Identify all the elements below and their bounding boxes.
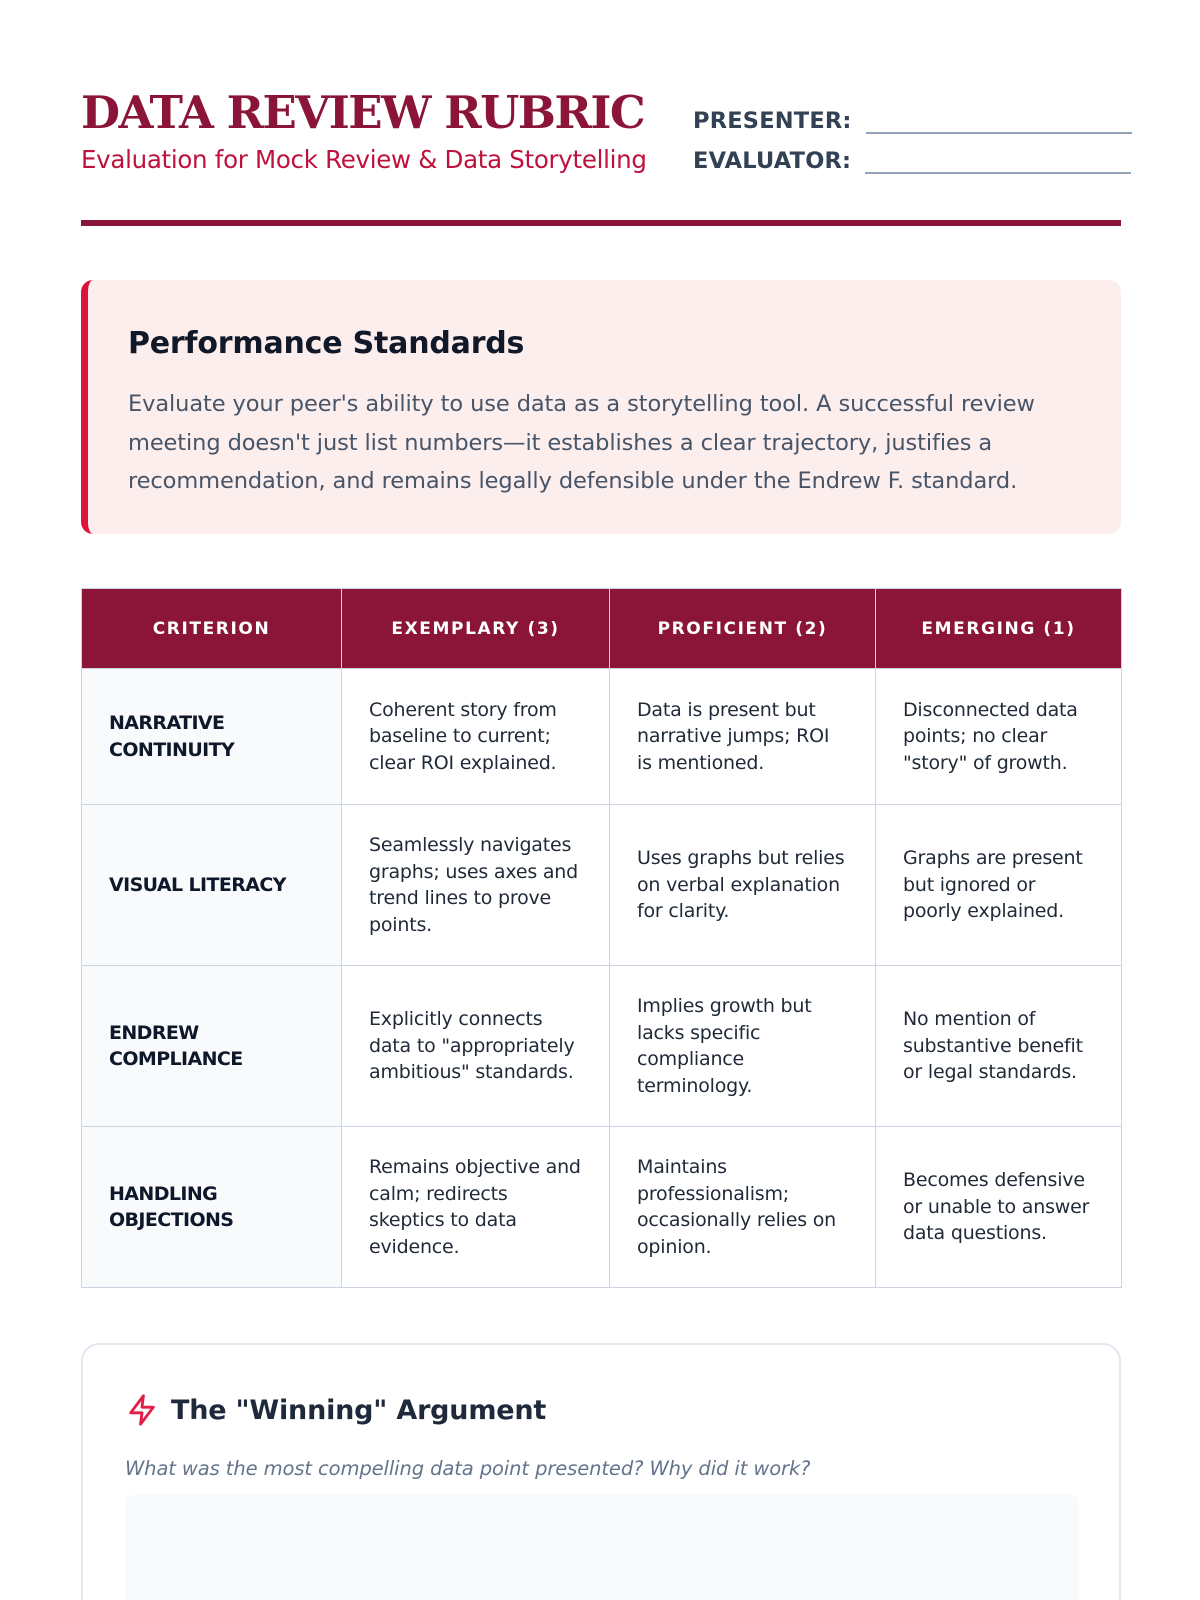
standards-heading: Performance Standards	[128, 326, 525, 361]
proficient-cell: Uses graphs but relies on verbal explanation for clarity.	[610, 805, 876, 966]
proficient-cell: Maintains professionalism; occasionally relies on opinion.	[610, 1127, 876, 1288]
header-divider	[81, 220, 1121, 226]
page-title: DATA REVIEW RUBRIC	[81, 86, 645, 139]
emerging-cell: Disconnected data points; no clear "story" of growth.	[876, 669, 1122, 805]
header-proficient: PROFICIENT (2)	[610, 589, 876, 669]
winning-argument-card	[81, 1343, 1121, 1600]
table-row	[82, 1127, 1122, 1288]
card-title: The "Winning" Argument	[171, 1394, 547, 1426]
presenter-field[interactable]	[866, 106, 1132, 134]
proficient-cell: Implies growth but lacks specific compliance terminology.	[610, 966, 876, 1127]
card-prompt: What was the most compelling data point presented? Why did it work?	[125, 1457, 811, 1480]
presenter-label: PRESENTER:	[693, 108, 852, 134]
emerging-cell: No mention of substantive benefit or legal standards.	[876, 966, 1122, 1127]
table-header-row	[82, 589, 1122, 669]
answer-field[interactable]	[125, 1495, 1079, 1600]
evaluator-row	[693, 146, 1131, 174]
evaluator-label: EVALUATOR:	[693, 148, 852, 174]
header-exemplary: EXEMPLARY (3)	[342, 589, 610, 669]
rubric-table	[81, 588, 1122, 1288]
criterion-cell: NARRATIVE CONTINUITY	[82, 669, 342, 805]
criterion-cell: ENDREW COMPLIANCE	[82, 966, 342, 1127]
evaluator-field[interactable]	[865, 146, 1131, 174]
standards-body: Evaluate your peer's ability to use data as a storytelling tool. A successful review meeting doesn't just list numbers—it establishes a clear trajectory, justifies a recommendation, and remains legally defensible under the Endrew F. standard.	[128, 391, 1035, 494]
performance-standards-panel	[81, 280, 1121, 534]
page-subtitle: Evaluation for Mock Review & Data Storytelling	[81, 145, 647, 174]
header-criterion: CRITERION	[82, 589, 342, 669]
emerging-cell: Becomes defensive or unable to answer data questions.	[876, 1127, 1122, 1288]
header-emerging: EMERGING (1)	[876, 589, 1122, 669]
exemplary-cell: Explicitly connects data to "appropriately ambitious" standards.	[342, 966, 610, 1127]
table-row	[82, 669, 1122, 805]
lightning-icon	[125, 1393, 159, 1427]
exemplary-cell: Coherent story from baseline to current; clear ROI explained.	[342, 669, 610, 805]
header	[81, 0, 1121, 228]
card-header	[125, 1393, 546, 1427]
criterion-cell: VISUAL LITERACY	[82, 805, 342, 966]
presenter-row	[693, 106, 1132, 134]
exemplary-cell: Remains objective and calm; redirects skeptics to data evidence.	[342, 1127, 610, 1288]
exemplary-cell: Seamlessly navigates graphs; uses axes and trend lines to prove points.	[342, 805, 610, 966]
table-row	[82, 805, 1122, 966]
criterion-cell: HANDLING OBJECTIONS	[82, 1127, 342, 1288]
rubric-page	[81, 0, 1121, 1480]
emerging-cell: Graphs are present but ignored or poorly explained.	[876, 805, 1122, 966]
proficient-cell: Data is present but narrative jumps; ROI is mentioned.	[610, 669, 876, 805]
table-row	[82, 966, 1122, 1127]
